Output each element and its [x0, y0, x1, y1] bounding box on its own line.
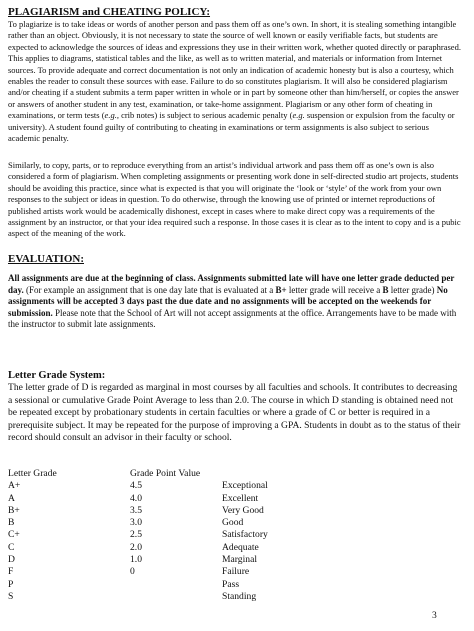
grade-point-cell: 3.5: [130, 504, 142, 516]
letter-grade-cell: C+: [8, 529, 20, 541]
description-cell: Standing: [222, 590, 257, 602]
grade-point-cell: [130, 579, 222, 591]
eg-abbrev: e.g.: [104, 110, 117, 121]
table-row: [8, 529, 268, 541]
column-header: [222, 468, 268, 480]
evaluation-bold-1: All assignments are due at the beginning of class. Assignments submitted late will have one letter grade deducted per day.: [8, 273, 455, 295]
plagiarism-text-c: suspension or expulsion from the faculty or university). A student found guilty of contributing to cheating in examinations or term assignments is also subject to serious academic penalty.: [8, 110, 455, 144]
letter-grade-cell: A+: [8, 480, 21, 492]
evaluation-text-3: letter grade): [388, 284, 437, 295]
description-cell: Satisfactory: [222, 529, 268, 541]
plagiarism-paragraph-2: Similarly, to copy, parts, or to reproduce everything from an artist’s individual artwork and pass them off as one’s own is also considered a form of plagiarism. When completing assignments or presenting work done in self-directed studio art projects, students should be avoiding this practice, since what is expected is that you will originate the ‘look or ‘style’ of the work from your own responses to the subject or ideas in question. To do otherwise, through the knowing use of printed or internet reproductions of published artists work would be academically dishonest, except in cases where to make direct copy was a requirements of the assignment by an instructor, or that your idea required such a response. In those cases it is clear as to the intent to copy and is a pubic aspect of the meaning of the work.: [8, 160, 461, 239]
table-row: [8, 566, 268, 578]
plagiarism-text-a: To plagiarize is to take ideas or words of another person and pass them off as one’s own. In short, it is stealing something intangible rather than an object. Obviously, it is not necessary to state the source of well known or easily verifiable facts, but students are expected to acknowledge the sources of ideas and expressions they use in their written work, whether quoted directly or paraphrased. This applies to diagrams, statistical tables and the like, as well as to written material, and materials or information from Internet sources. To provide adequate and correct documentation is not only an indication of academic honesty but is also a courtesy, which enables the reader to consult these sources with ease. Failure to do so constitutes plagiarism. It will also be considered plagiarism and/or cheating if a student submits a term paper written in whole or in part by someone other than him/herself, or copies the answer or answers of another student in any test, examination, or take-home assignment. Plagiarism or any other form of cheating in examinations, or term tests (: [8, 19, 461, 121]
plagiarism-text-b: , crib notes) is subject to serious academic penalty (: [116, 110, 293, 121]
eg-abbrev: e.g.: [292, 110, 305, 121]
table-row: [8, 505, 268, 517]
grade-b: B: [382, 284, 389, 295]
grade-point-cell: 4.0: [130, 492, 142, 504]
grade-point-cell: 2.0: [130, 541, 142, 553]
grade-table-header: [8, 468, 268, 480]
description-cell: Pass: [222, 578, 240, 590]
table-row: [8, 579, 268, 591]
letter-grade-cell: A: [8, 492, 15, 504]
grade-point-cell: 1.0: [130, 554, 142, 566]
table-row: [8, 542, 268, 554]
evaluation-text-2: letter grade will receive a: [286, 284, 383, 295]
letter-grade-cell: C: [8, 541, 15, 553]
grade-point-cell: 0: [130, 566, 135, 578]
letter-grade-cell: F: [8, 566, 14, 578]
description-cell: Adequate: [222, 541, 259, 553]
description-cell: Very Good: [222, 504, 264, 516]
grade-b-plus: B+: [275, 284, 287, 295]
letter-grade-cell: B: [8, 517, 15, 529]
grade-point-cell: 4.5: [130, 480, 142, 492]
grade-point-cell: 3.0: [130, 517, 142, 529]
page-number: 3: [432, 610, 437, 621]
column-header: Grade Point Value: [130, 468, 201, 479]
letter-grade-cell: D: [8, 554, 15, 566]
letter-grade-paragraph: The letter grade of D is regarded as marginal in most courses by all faculties and schools. It contributes to decreasing a sessional or cumulative Grade Point Average to less than 2.0. The course in which D standing is obtained need not be repeated except by probationary students in certain faculties or where a grade of C or better is required in a prerequisite subject. It may be repeated for the purpose of improving a GPA. Students in doubt as to the status of their record should consult an advisor in their faculty or school.: [8, 382, 461, 444]
plagiarism-heading: PLAGIARISM and CHEATING POLICY:: [8, 6, 211, 18]
column-header: Letter Grade: [8, 468, 57, 479]
grade-point-cell: [130, 591, 222, 603]
letter-grade-cell: P: [8, 578, 14, 590]
evaluation-text-4: Please note that the School of Art will not accept assignments at the office. Arrangements have to be made with the instructor to submit late assignments.: [8, 307, 457, 330]
evaluation-paragraph: [8, 273, 463, 331]
description-cell: Excellent: [222, 492, 259, 504]
table-row: [8, 591, 268, 603]
table-row: [8, 517, 268, 529]
description-cell: Failure: [222, 566, 250, 578]
grade-table: [8, 468, 268, 603]
description-cell: Exceptional: [222, 480, 268, 492]
description-cell: Good: [222, 517, 244, 529]
letter-grade-cell: S: [8, 590, 14, 602]
evaluation-text-1: (For example an assignment that is one day late that is evaluated at a: [23, 284, 276, 295]
grade-point-cell: 2.5: [130, 529, 142, 541]
plagiarism-paragraph-1: [8, 19, 463, 144]
evaluation-bold-4: No assignments will be accepted 3 days past the due date and no assignments will be accepted on the weekends for submission.: [8, 284, 448, 318]
table-row: [8, 493, 268, 505]
table-row: [8, 554, 268, 566]
letter-grade-heading: Letter Grade System:: [8, 370, 106, 381]
table-row: [8, 480, 268, 492]
evaluation-heading: EVALUATION:: [8, 253, 84, 265]
description-cell: Marginal: [222, 554, 257, 566]
letter-grade-cell: B+: [8, 504, 20, 516]
